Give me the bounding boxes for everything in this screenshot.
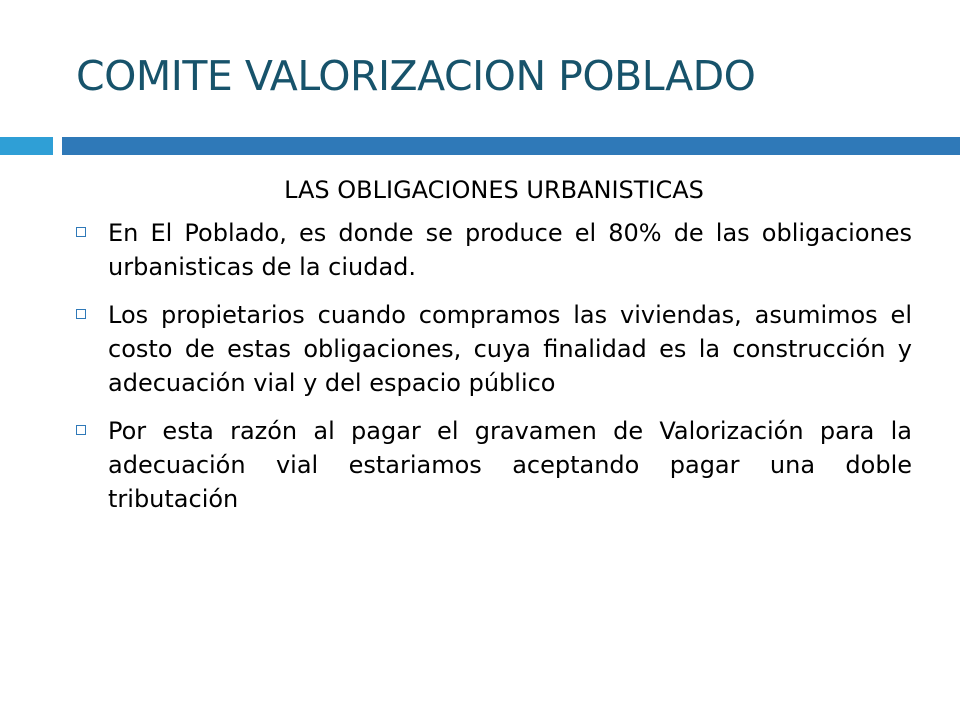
bullet-text: Por esta razón al pagar el gravamen de Valorización para la adecuación vial estariamos aceptando pagar una doble tributación: [108, 417, 912, 513]
slide-content: [76, 170, 912, 530]
bullet-list: [76, 216, 912, 516]
square-outline-icon: [76, 227, 86, 237]
slide-subtitle: LAS OBLIGACIONES URBANISTICAS: [284, 176, 704, 204]
square-outline-icon: [76, 309, 86, 319]
slide-title: COMITE VALORIZACION POBLADO: [76, 52, 756, 100]
bullet-item: [76, 216, 912, 284]
bullet-text: En El Poblado, es donde se produce el 80% de las obligaciones urbanisticas de la ciudad.: [108, 219, 912, 281]
bullet-item: [76, 414, 912, 516]
title-rule-right-segment: [62, 137, 960, 155]
square-outline-icon: [76, 425, 86, 435]
bullet-item: [76, 298, 912, 400]
title-rule-left-segment: [0, 137, 53, 155]
bullet-text: Los propietarios cuando compramos las viviendas, asumimos el costo de estas obligaciones, cuya finalidad es la construcción y adecuación vial y del espacio público: [108, 301, 912, 397]
